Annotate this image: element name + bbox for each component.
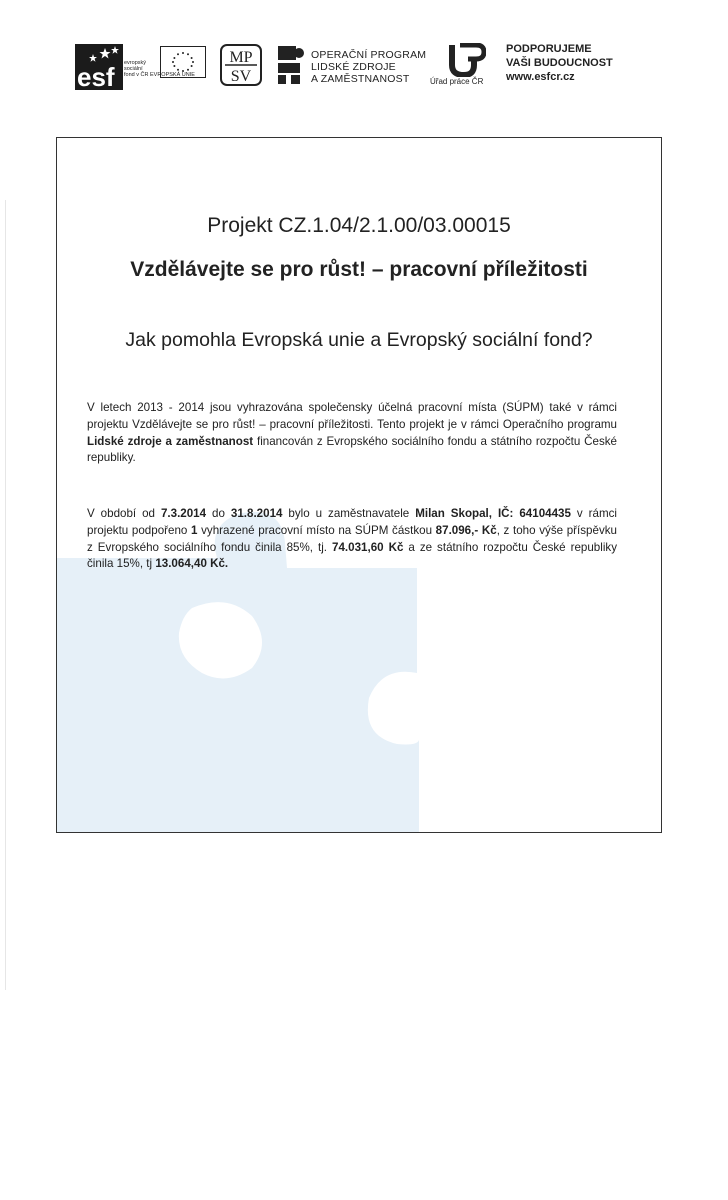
oplz-caption <box>311 49 426 85</box>
p2-segment: 13.064,40 Kč. <box>155 557 229 571</box>
p2-segment: 1 <box>191 523 198 537</box>
section-question: Jak pomohla Evropská unie a Evropský sociální fond? <box>125 329 593 351</box>
logo-bar <box>0 0 728 110</box>
urad-prace-label: Úřad práce ČR <box>430 77 484 86</box>
support-line: VAŠI BUDOUCNOST <box>506 57 613 69</box>
puzzle-watermark-icon <box>57 138 661 832</box>
info-panel <box>56 137 662 833</box>
p2-segment: Milan Skopal, IČ: 64104435 <box>415 507 571 520</box>
eu-flag-icon <box>160 46 206 78</box>
scan-edge <box>5 200 6 990</box>
oplz-logo-icon <box>278 46 304 84</box>
svg-text:SV: SV <box>230 68 252 85</box>
oplz-caption-line: OPERAČNÍ PROGRAM <box>311 49 427 61</box>
p1-segment: Lidské zdroje a zaměstnanost <box>87 434 254 448</box>
svg-text:MP: MP <box>229 49 253 66</box>
p2-segment: do <box>206 507 231 520</box>
p2-segment: 74.031,60 Kč <box>332 540 404 554</box>
svg-text:esf: esf <box>77 62 115 90</box>
p2-segment: V období od <box>87 507 161 520</box>
p1-segment: V letech 2013 - 2014 jsou vyhrazována společensky účelná pracovní místa (SÚPM) také v rámci projektu Vzdělávejte se pro růst! – pracovní příležitosti. Tento projekt je v rámci Operačního programu <box>87 401 617 431</box>
p2-segment: 31.8.2014 <box>230 507 283 520</box>
project-subtitle: Vzdělávejte se pro růst! – pracovní příležitosti <box>130 258 588 281</box>
p2-segment: 87.096,- Kč <box>435 523 497 537</box>
p2-segment: v rámci projektu podpořeno <box>87 507 617 537</box>
esf-logo-icon <box>75 44 123 90</box>
oplz-caption-line: A ZAMĚSTNANOST <box>311 73 410 85</box>
esf-caption-line: sociální <box>124 66 143 72</box>
p2-segment: a ze státního rozpočtu České republiky činila 15%, tj <box>87 540 617 571</box>
esf-caption-line: fond v ČR EVROPSKÁ UNIE <box>124 72 195 78</box>
support-line: PODPORUJEME <box>506 43 592 55</box>
p1-segment: financován z Evropského sociálního fondu a státního rozpočtu České republiky. <box>87 434 617 465</box>
oplz-caption-line: LIDSKÉ ZDROJE <box>311 61 396 73</box>
p2-segment: vyhrazené pracovní místo na SÚPM částkou <box>197 523 436 537</box>
support-url[interactable]: www.esfcr.cz <box>506 71 575 83</box>
funding-paragraph <box>87 506 617 573</box>
p2-segment: , z toho výše příspěvku z Evropského sociálního fondu činila 85%, tj. <box>87 523 617 554</box>
p2-segment: 7.3.2014 <box>160 507 207 520</box>
intro-paragraph <box>87 400 617 467</box>
project-title: Projekt CZ.1.04/2.1.00/03.00015 <box>207 214 511 237</box>
support-slogan <box>506 42 613 84</box>
p2-segment: bylo u zaměstnavatele <box>282 507 416 520</box>
mpsv-logo-icon <box>220 44 262 86</box>
esf-caption-line: evropský <box>124 60 147 66</box>
urad-prace-logo-icon <box>446 43 486 77</box>
